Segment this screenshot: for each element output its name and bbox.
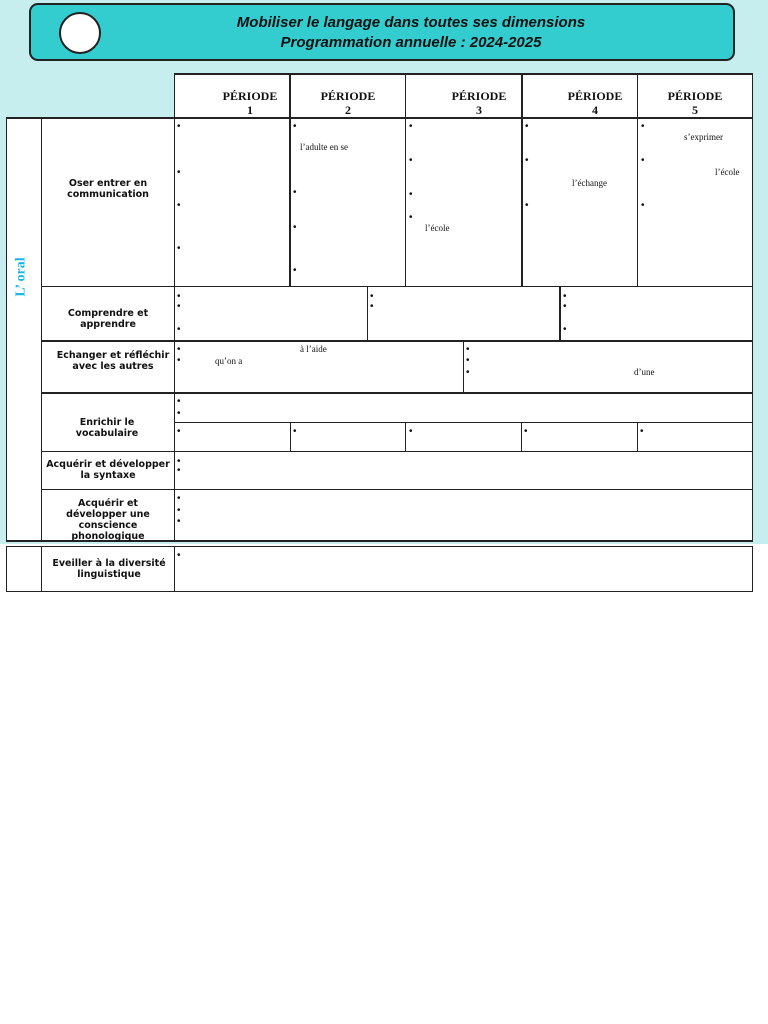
period-header-3: PÉRIODE 3 [451, 89, 507, 117]
row-label-comprendre: Comprendre et apprendre [67, 308, 149, 330]
bullet-mark: • [177, 200, 181, 211]
bullet-mark: • [563, 291, 567, 302]
bullet-mark: • [177, 516, 181, 527]
text-fragment: à l’aide [300, 344, 327, 354]
text-fragment: l’école [425, 223, 450, 233]
bullet-mark: • [466, 367, 470, 378]
bullet-mark: • [641, 200, 645, 211]
row-label-oser: Oser entrer en communication [67, 178, 149, 200]
row-label-echanger: Echanger et réfléchir avec les autres [56, 350, 170, 372]
bullet-mark: • [177, 465, 181, 476]
row-label-vocabulaire: Enrichir le vocabulaire [75, 417, 139, 439]
side-label-oral: L’ oral [14, 257, 29, 297]
text-fragment: l’adulte en se [300, 142, 348, 152]
bullet-mark: • [177, 344, 181, 355]
bullet-mark: • [293, 222, 297, 233]
bullet-mark: • [409, 212, 413, 223]
bullet-mark: • [177, 550, 181, 561]
text-fragment: s’exprimer [684, 132, 723, 142]
bullet-mark: • [177, 243, 181, 254]
bullet-mark: • [177, 396, 181, 407]
bullet-mark: • [293, 426, 297, 437]
bullet-mark: • [409, 189, 413, 200]
bullet-mark: • [370, 291, 374, 302]
banner-title-line-2: Programmation annuelle : 2024-2025 [280, 34, 542, 51]
bullet-mark: • [177, 456, 181, 467]
period-header-5: PÉRIODE 5 [667, 89, 723, 117]
text-fragment: qu’on a [215, 356, 243, 366]
bullet-mark: • [524, 426, 528, 437]
bullet-mark: • [293, 187, 297, 198]
bullet-mark: • [640, 426, 644, 437]
row-label-diversite: Eveiller à la diversité linguistique [52, 558, 166, 580]
logo-placeholder [59, 12, 101, 54]
bullet-mark: • [177, 493, 181, 504]
banner-title-line-1: Mobiliser le langage dans toutes ses dimensions [236, 14, 586, 31]
banner-title [161, 13, 661, 53]
bullet-mark: • [177, 167, 181, 178]
text-fragment: d’une [634, 367, 655, 377]
bullet-mark: • [177, 324, 181, 335]
bullet-mark: • [409, 121, 413, 132]
row-label-syntaxe: Acquérir et développer la syntaxe [46, 459, 170, 481]
bullet-mark: • [563, 324, 567, 335]
bullet-mark: • [293, 121, 297, 132]
bullet-mark: • [293, 265, 297, 276]
bullet-mark: • [641, 121, 645, 132]
bullet-mark: • [525, 200, 529, 211]
bullet-mark: • [177, 408, 181, 419]
bullet-mark: • [525, 121, 529, 132]
bullet-mark: • [177, 301, 181, 312]
bullet-mark: • [177, 426, 181, 437]
bullet-mark: • [641, 155, 645, 166]
bullet-mark: • [409, 426, 413, 437]
header-banner [29, 3, 735, 61]
row-label-phonologique: Acquérir et développer une conscience phonologique [66, 498, 150, 542]
bullet-mark: • [409, 155, 413, 166]
bullet-mark: • [177, 505, 181, 516]
period-header-4: PÉRIODE 4 [567, 89, 623, 117]
bullet-mark: • [177, 355, 181, 366]
text-fragment: l’école [715, 167, 740, 177]
period-header-2: PÉRIODE 2 [320, 89, 376, 117]
bullet-mark: • [563, 301, 567, 312]
bullet-mark: • [525, 155, 529, 166]
bullet-mark: • [177, 121, 181, 132]
bullet-mark: • [466, 344, 470, 355]
text-fragment: l’échange [572, 178, 607, 188]
bullet-mark: • [370, 301, 374, 312]
bullet-mark: • [466, 355, 470, 366]
period-header-1: PÉRIODE 1 [222, 89, 278, 117]
bullet-mark: • [177, 291, 181, 302]
